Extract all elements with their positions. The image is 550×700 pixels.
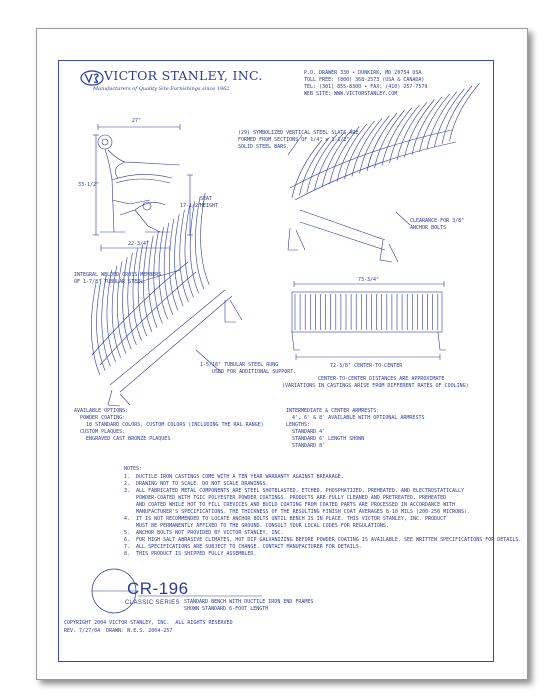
- contact-line-1: P.O. DRAWER 330 • DUNKIRK, MD 20754 USA: [304, 70, 422, 76]
- dim-seat-height: 17-1/2": [180, 203, 202, 209]
- bench-slat: [97, 279, 106, 371]
- note-line: 3. ALL FABRICATED METAL COMPONENTS ARE STEEL SHOTBLASTED, ETCHED, PHOSPHATIZED, PREHEATED, AND ELECTROSTATICALLY: [124, 488, 465, 494]
- option-left-line: CUSTOM PLAQUES:: [74, 429, 126, 435]
- dim-center-to-center: 72-3/8" CENTER-TO-CENTER: [330, 363, 403, 369]
- seat-height-label-2: HEIGHT: [200, 203, 219, 209]
- note-line: 5. ANCHOR BOLTS NOT PROVIDED BY VICTOR STANLEY, INC.: [124, 530, 284, 536]
- note-line: 1. DUCTILE IRON CASTINGS COME WITH A TEN YEAR WARRANTY AGAINST BREAKAGE.: [124, 474, 344, 480]
- note-line: 4. IT IS NOT RECOMMENDED TO LOCATE ANCHOR BOLTS UNTIL BENCH IS IN PLACE. THIS VICTOR STANLEY, INC. PRODUCT: [124, 516, 447, 522]
- description-line-2: SHOWN STANDARD 6-FOOT LENGTH: [184, 606, 269, 612]
- bench-slat: [185, 206, 194, 298]
- callout-rung-1: 1-5/16" TUBULAR STEEL RUNG: [200, 362, 279, 368]
- bench-slat: [180, 210, 189, 302]
- bench-slat: [195, 197, 204, 289]
- perspective-view-front: [288, 83, 480, 262]
- callout-slats-2: FORMED FROM SECTIONS OF 1/4" x 1-1/2": [238, 137, 350, 143]
- bench-slat: [164, 223, 173, 315]
- brand-name: VICTOR STANLEY, INC.: [104, 68, 263, 83]
- dim-overall-height: 33-1/2": [78, 182, 100, 188]
- model-number: CR-196: [127, 579, 189, 598]
- callout-cross-members-2: OF 1-7/8" TUBULAR STEEL.: [74, 279, 147, 285]
- bench-slat: [190, 201, 199, 293]
- option-right-line: STANDARD 4': [286, 429, 326, 435]
- callout-slats-3: SOLID STEEL BARS.: [238, 144, 290, 150]
- front-elevation-view: [292, 281, 446, 360]
- option-right-line: STANDARD 8': [286, 443, 326, 449]
- option-left-line: 18 STANDARD COLORS, CUSTOM COLORS (INCLUDING THE RAL RANGE): [74, 422, 264, 428]
- seat-height-label-1: SEAT: [200, 196, 213, 202]
- bench-slat: [102, 274, 111, 366]
- note-line: AND COATED WHILE HOT TO FILL CREVICES AND BUILD COATING FROM COATED PARTS ARE PROCESSED IN ACCORDANCE WITH: [124, 502, 456, 508]
- dim-depth: 22-3/4": [128, 241, 150, 247]
- option-left-line: AVAILABLE OPTIONS:: [74, 408, 129, 414]
- note-line: POWDER-COATED WITH TGIC POLYESTER POWDER COATINGS. PRODUCTS ARE FULLY CLEANED AND PRETREATED, PREHEATED: [124, 495, 447, 501]
- bench-slat: [292, 140, 322, 198]
- option-left-line: ENGRAVED CAST BRONZE PLAQUES: [74, 436, 171, 442]
- bench-slat: [175, 214, 184, 306]
- bench-slat: [149, 236, 158, 328]
- callout-approx-1: CENTER-TO-CENTER DISTANCES ARE APPROXIMATE: [318, 376, 445, 382]
- note-line: MUST BE PERMANENTLY AFFIXED TO THE GROUND. CONSULT YOUR LOCAL CODES FOR REGULATIONS.: [124, 523, 389, 529]
- note-line: MANUFACTURER'S SPECIFICATIONS. THE THICKNESS OF THE RESULTING FINISH COAT AVERAGES 8-10 MILS (200-250 MICRONS).: [124, 509, 471, 515]
- bench-slat: [169, 219, 178, 311]
- notes-title: NOTES:: [124, 466, 143, 472]
- copyright-text: COPYRIGHT 2004 VICTOR STANLEY, INC. ALL RIGHTS RESERVED: [64, 620, 233, 626]
- option-right-line: LENGTHS:: [286, 422, 311, 428]
- series-name: CLASSIC SERIES: [125, 600, 180, 606]
- note-line: 2. DRAWING NOT TO SCALE. DO NOT SCALE DRAWINGS.: [124, 481, 269, 487]
- side-elevation-view: [93, 124, 193, 251]
- brand-tagline: Manufacturers of Quality Site Furnishings since 1962: [93, 86, 230, 92]
- callout-slats-1: (29) SYMBOLIZED VERTICAL STEEL SLATS ARE: [238, 130, 359, 136]
- option-left-line: POWDER COATING:: [74, 415, 126, 421]
- callout-clearance-2: ANCHOR BOLTS: [410, 225, 447, 231]
- callout-approx-2: (VARIATIONS IN CASTINGS ARISE FROM DIFFERENT RATES OF COOLING): [282, 383, 469, 389]
- callout-clearance-1: CLEARANCE FOR 3/8": [410, 218, 465, 224]
- bench-slat: [138, 244, 147, 336]
- dim-overall-length: 73-3/4": [358, 277, 380, 283]
- option-right-line: INTERMEDIATE & CENTER ARMRESTS:: [286, 408, 380, 414]
- option-right-line: 4', 6' & 8' AVAILABLE WITH OPTIONAL ARMRESTS: [286, 415, 425, 421]
- note-line: 7. ALL SPECIFICATIONS ARE SUBJECT TO CHANGE. CONTACT MANUFACTURER FOR DETAILS.: [124, 544, 362, 550]
- contact-line-4: WEB SITE: WWW.VICTORSTANLEY.COM: [304, 91, 398, 97]
- contact-line-2: TOLL FREE: (800) 368-2573 (USA & CANADA): [304, 77, 425, 83]
- note-line: 6. FOR HIGH SALT ABRASIVE CLIMATES, HOT DIP GALVANIZING BEFORE POWDER COATING IS AVAILABLE. SEE WRITTEN SPECIFICATIONS FOR DETAILS.: [124, 537, 522, 543]
- contact-line-3: TEL: (301) 855-8300 • FAX: (410) 257-7579: [304, 84, 428, 90]
- callout-cross-members-1: INTEGRAL WELDED CROSS-MEMBERS: [74, 272, 162, 278]
- note-line: 8. THIS PRODUCT IS SHIPPED FULLY ASSEMBLED.: [124, 551, 257, 557]
- option-right-line: STANDARD 6' LENGTH SHOWN: [286, 436, 365, 442]
- callout-rung-2: USED FOR ADDITIONAL SUPPORT.: [212, 369, 297, 375]
- bench-slat: [133, 249, 142, 341]
- bench-slat: [91, 283, 100, 375]
- bench-slat: [123, 257, 132, 349]
- dim-top-width: 27": [132, 118, 142, 124]
- description-line-1: STANDARD BENCH WITH DUCTILE IRON END FRAMES: [184, 599, 314, 605]
- revision-text: REV. 7/27/04 DRAWN: N.E.S. 2004-257: [64, 628, 173, 634]
